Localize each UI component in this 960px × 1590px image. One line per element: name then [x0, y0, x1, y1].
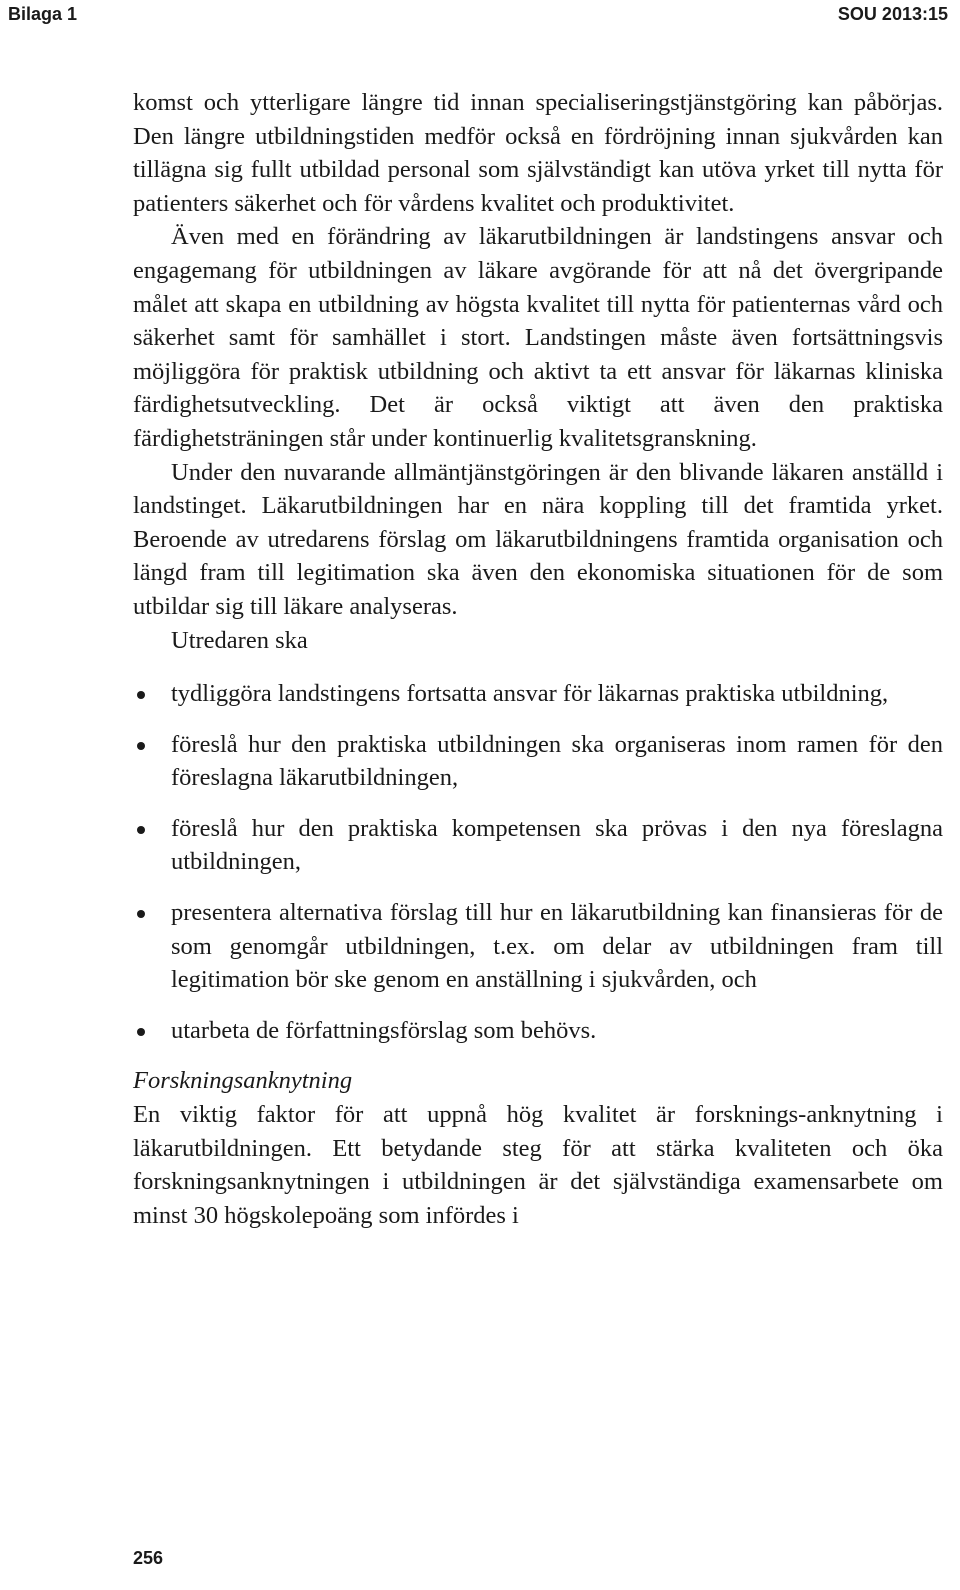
paragraph: Utredaren ska	[171, 626, 308, 654]
list-item-text: presentera alternativa förslag till hur en läkarutbildning kan finansieras för de som genomgår utbildningen, t.ex. om delar av utbildningen fram till legitimation bör ske genom en anställning i sjukvården, och	[171, 899, 943, 994]
paragraph: Under den nuvarande allmäntjänstgöringen är den blivande läkaren anställd i landstinget. Läkarutbildningen har en nära koppling till det framtida yrket. Beroende av utredarens förslag om läkarutbildningens framtida organisation och längd fram till legitimation ska även den ekonomiska situationen för de som utbildar sig till läkare analyseras.	[133, 458, 943, 620]
appendix-label: Bilaga 1	[8, 4, 78, 24]
task-list	[133, 677, 943, 1047]
bullet-icon	[137, 826, 145, 834]
bullet-icon	[137, 742, 145, 750]
list-item	[133, 728, 943, 795]
list-item	[133, 677, 943, 711]
bullet-icon	[137, 1028, 145, 1036]
section-heading: Forskningsanknytning	[133, 1067, 353, 1095]
list-item-text: föreslå hur den praktiska utbildningen ska organiseras inom ramen för den föreslagna läkarutbildningen,	[171, 730, 943, 792]
running-header	[0, 0, 960, 40]
report-id: SOU 2013:15	[837, 4, 948, 24]
list-item-text: tydliggöra landstingens fortsatta ansvar för läkarnas praktiska utbildning,	[171, 680, 889, 708]
list-item-text: utarbeta de författningsförslag som behövs.	[171, 1016, 597, 1044]
bullet-icon	[137, 910, 145, 918]
bullet-icon	[137, 691, 145, 699]
paragraph: Även med en förändring av läkarutbildningen är landstingens ansvar och engagemang för utbildningen av läkare avgörande för att nå det övergripande målet att skapa en utbildning av högsta kvalitet till nytta för patienternas vård och säkerhet samt för samhället i stort. Landstingen måste även fortsättningsvis möjliggöra för praktisk utbildning och aktivt ta ett ansvar för läkarnas kliniska färdighetsutveckling. Det är också viktigt att även den praktiska färdighetsträningen står under kontinuerlig kvalitetsgranskning.	[133, 223, 943, 452]
list-item-text: föreslå hur den praktiska kompetensen ska prövas i den nya föreslagna utbildningen,	[171, 814, 943, 876]
page-body	[133, 86, 943, 1232]
paragraph: komst och ytterligare längre tid innan specialiseringstjänstgöring kan påbörjas. Den längre utbildningstiden medför också en fördröjning innan sjukvården kan tillägna sig fullt utbildad personal som självständigt kan utöva yrket till nytta för patienters säkerhet och för vårdens kvalitet och produktivitet.	[133, 89, 943, 217]
list-item	[133, 896, 943, 997]
list-item	[133, 812, 943, 879]
paragraph: En viktig faktor för att uppnå hög kvalitet är forsknings-anknytning i läkarutbildningen. Ett betydande steg för att stärka kvaliteten och öka forskningsanknytningen i utbildningen är det självständiga examensarbete om minst 30 högskolepoäng som infördes i	[133, 1101, 943, 1229]
list-item	[133, 1014, 943, 1048]
page-number: 256	[133, 1548, 164, 1568]
